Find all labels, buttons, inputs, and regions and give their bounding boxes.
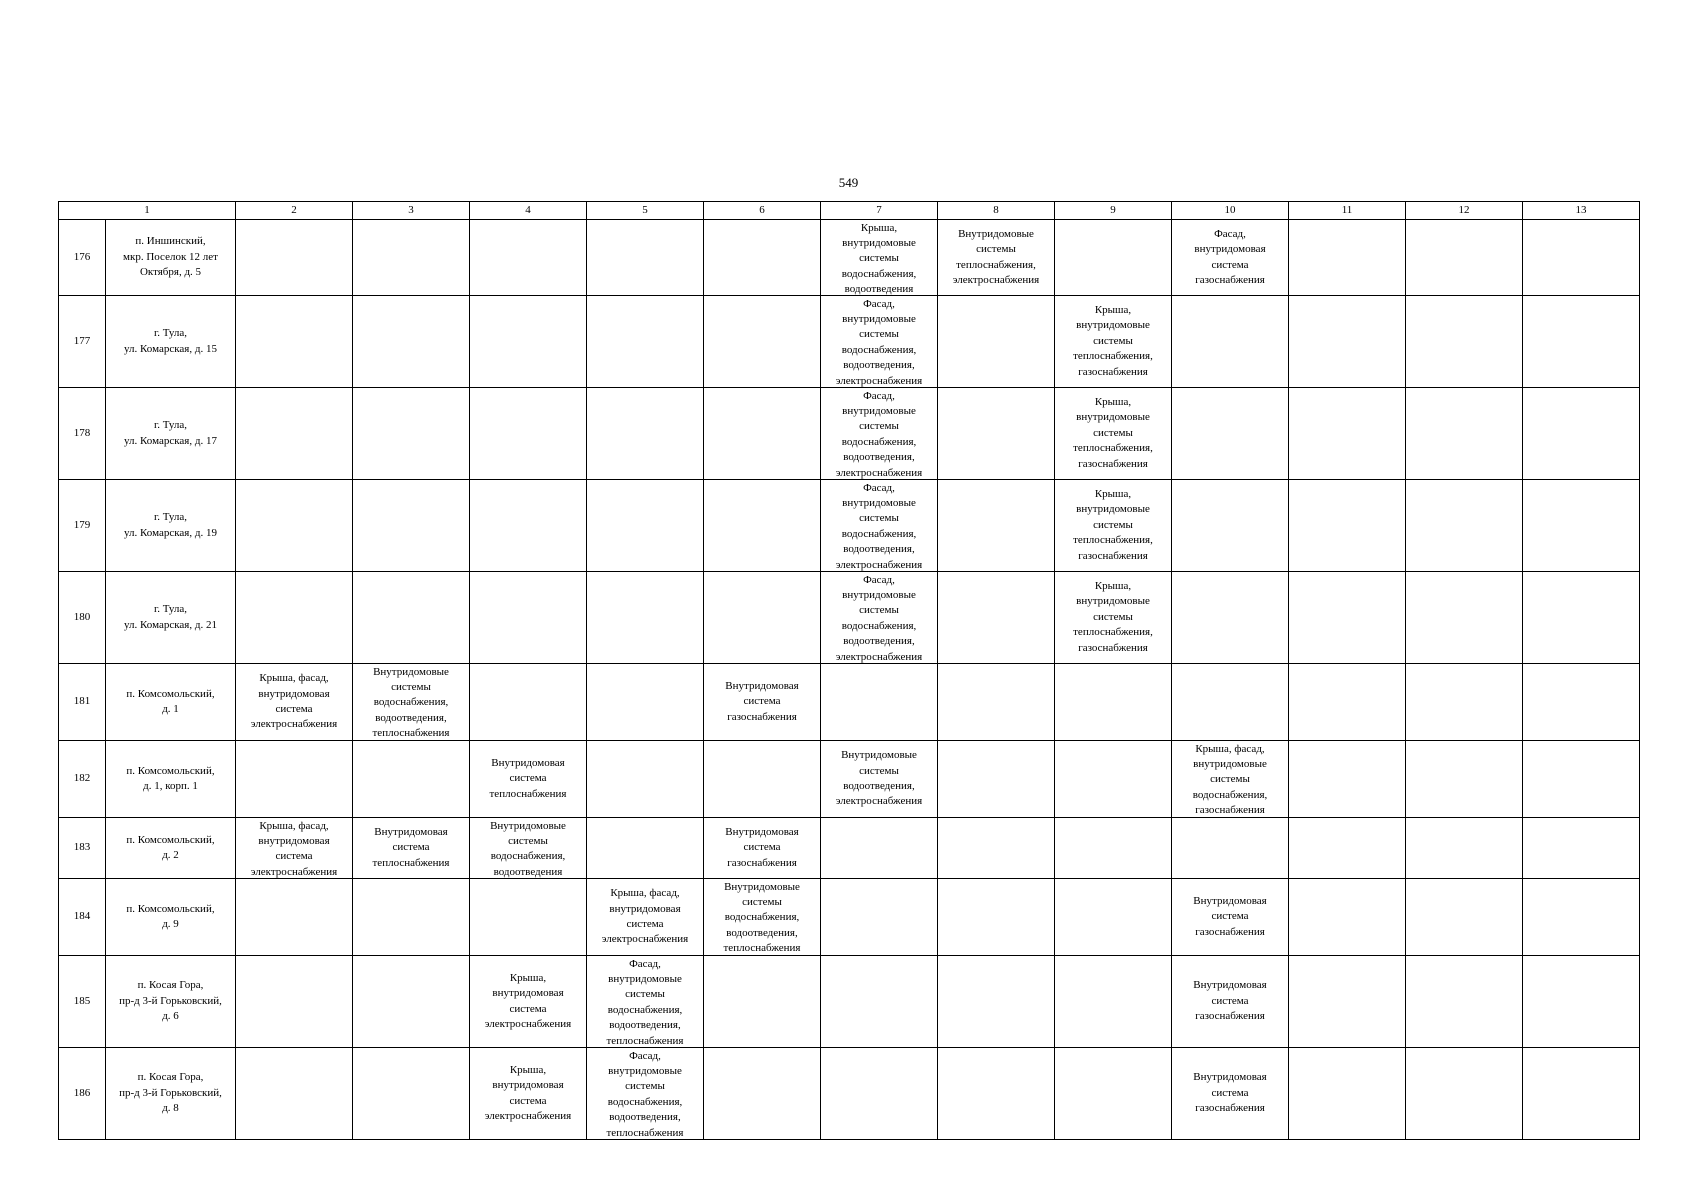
table-row [59, 572, 1640, 664]
work-cell-col-12 [1406, 741, 1523, 818]
work-cell-col-10 [1172, 220, 1289, 296]
work-cell-col-3 [353, 1048, 470, 1140]
address-cell [106, 741, 236, 818]
work-cell-col-4 [470, 296, 587, 388]
work-cell-col-8 [938, 818, 1055, 879]
work-cell-col-4 [470, 480, 587, 572]
address-text: г. Тула, ул. Комарская, д. 21 [124, 603, 217, 631]
work-description: Внутридомовые системы водоотведения, электроснабжения [835, 749, 923, 808]
work-description: Фасад, внутридомовые системы водоснабжения, водоотведения, электроснабжения [835, 481, 923, 571]
work-description: Крыша, внутридомовые системы водоснабжения, водоотведения [841, 221, 917, 295]
work-cell-col-13 [1523, 388, 1640, 480]
work-cell-col-8 [938, 572, 1055, 664]
work-description: Внутридомовые системы водоснабжения, водоотведения, теплоснабжения [372, 665, 450, 740]
address-cell [106, 480, 236, 572]
work-cell-col-4 [470, 664, 587, 741]
column-header-13: 13 [1523, 202, 1640, 220]
work-cell-col-5 [587, 388, 704, 480]
work-cell-col-11 [1289, 480, 1406, 572]
work-cell-col-7 [821, 664, 938, 741]
work-cell-col-4 [470, 879, 587, 956]
work-cell-col-5 [587, 664, 704, 741]
work-cell-col-9 [1055, 664, 1172, 741]
work-cell-col-11 [1289, 1048, 1406, 1140]
work-cell-col-9 [1055, 220, 1172, 296]
address-text: п. Комсомольский, д. 2 [126, 833, 215, 861]
work-cell-col-6 [704, 818, 821, 879]
work-cell-col-2 [236, 480, 353, 572]
work-cell-col-6 [704, 296, 821, 388]
work-cell-col-2 [236, 956, 353, 1048]
work-cell-col-12 [1406, 388, 1523, 480]
work-cell-col-6 [704, 220, 821, 296]
work-description: Внутридомовые системы водоснабжения, водоотведения, теплоснабжения [723, 880, 801, 955]
table-row [59, 1048, 1640, 1140]
work-cell-col-3 [353, 388, 470, 480]
work-cell-col-12 [1406, 572, 1523, 664]
work-cell-col-8 [938, 879, 1055, 956]
work-cell-col-3 [353, 480, 470, 572]
work-cell-col-11 [1289, 388, 1406, 480]
work-cell-col-8 [938, 664, 1055, 741]
work-cell-col-12 [1406, 480, 1523, 572]
work-cell-col-10 [1172, 818, 1289, 879]
work-cell-col-7 [821, 388, 938, 480]
work-cell-col-8 [938, 741, 1055, 818]
row-number-cell: 177 [59, 296, 106, 388]
work-cell-col-13 [1523, 1048, 1640, 1140]
work-cell-col-5 [587, 296, 704, 388]
address-cell [106, 664, 236, 741]
work-cell-col-10 [1172, 572, 1289, 664]
work-cell-col-4 [470, 388, 587, 480]
work-cell-col-2 [236, 741, 353, 818]
work-cell-col-12 [1406, 818, 1523, 879]
work-cell-col-3 [353, 220, 470, 296]
column-header-2: 2 [236, 202, 353, 220]
work-cell-col-2 [236, 879, 353, 956]
work-cell-col-9 [1055, 741, 1172, 818]
work-cell-col-8 [938, 956, 1055, 1048]
work-cell-col-9 [1055, 572, 1172, 664]
work-description: Крыша, внутридомовые системы теплоснабжения, газоснабжения [1073, 487, 1153, 562]
work-cell-col-9 [1055, 956, 1172, 1048]
row-number-cell: 178 [59, 388, 106, 480]
work-cell-col-5 [587, 220, 704, 296]
work-cell-col-6 [704, 1048, 821, 1140]
work-cell-col-5 [587, 741, 704, 818]
work-cell-col-4 [470, 220, 587, 296]
work-cell-col-11 [1289, 296, 1406, 388]
work-cell-col-4 [470, 956, 587, 1048]
work-cell-col-12 [1406, 879, 1523, 956]
work-cell-col-7 [821, 220, 938, 296]
column-header-9: 9 [1055, 202, 1172, 220]
address-cell [106, 220, 236, 296]
work-cell-col-10 [1172, 296, 1289, 388]
work-description: Внутридомовая система газоснабжения [725, 825, 799, 869]
work-cell-col-2 [236, 1048, 353, 1140]
table-row [59, 480, 1640, 572]
work-cell-col-2 [236, 664, 353, 741]
work-description: Крыша, внутридомовые системы теплоснабжения, газоснабжения [1073, 395, 1153, 470]
table-row [59, 741, 1640, 818]
table-row [59, 664, 1640, 741]
table-row [59, 220, 1640, 296]
row-number-cell: 176 [59, 220, 106, 296]
row-number-cell: 182 [59, 741, 106, 818]
work-description: Фасад, внутридомовая система газоснабжения [1194, 227, 1266, 286]
work-cell-col-3 [353, 664, 470, 741]
work-cell-col-5 [587, 1048, 704, 1140]
table-row [59, 296, 1640, 388]
work-cell-col-3 [353, 879, 470, 956]
work-cell-col-13 [1523, 296, 1640, 388]
column-header-6: 6 [704, 202, 821, 220]
work-cell-col-10 [1172, 956, 1289, 1048]
address-text: п. Комсомольский, д. 1 [126, 687, 215, 715]
row-number-cell: 180 [59, 572, 106, 664]
work-cell-col-10 [1172, 879, 1289, 956]
work-cell-col-13 [1523, 480, 1640, 572]
work-cell-col-7 [821, 572, 938, 664]
work-cell-col-7 [821, 956, 938, 1048]
work-cell-col-8 [938, 1048, 1055, 1140]
work-cell-col-10 [1172, 1048, 1289, 1140]
work-description: Фасад, внутридомовые системы водоснабжения, водоотведения, электроснабжения [835, 389, 923, 479]
work-cell-col-6 [704, 956, 821, 1048]
work-cell-col-6 [704, 664, 821, 741]
work-cell-col-11 [1289, 220, 1406, 296]
work-cell-col-8 [938, 296, 1055, 388]
row-number-cell: 186 [59, 1048, 106, 1140]
address-text: п. Иншинский, мкр. Поселок 12 лет Октября, д. 5 [123, 235, 218, 279]
work-cell-col-10 [1172, 664, 1289, 741]
work-cell-col-9 [1055, 818, 1172, 879]
address-text: п. Комсомольский, д. 9 [126, 902, 215, 930]
work-cell-col-13 [1523, 664, 1640, 741]
work-description: Внутридомовая система газоснабжения [1193, 979, 1267, 1023]
work-cell-col-2 [236, 388, 353, 480]
address-cell [106, 572, 236, 664]
work-description: Крыша, внутридомовая система электроснабжения [484, 971, 572, 1030]
table-row [59, 879, 1640, 956]
work-cell-col-3 [353, 296, 470, 388]
work-cell-col-13 [1523, 572, 1640, 664]
address-text: п. Косая Гора, пр-д 3-й Горьковский, д. 8 [119, 1071, 222, 1115]
work-description: Крыша, внутридомовая система электроснабжения [484, 1063, 572, 1122]
table-row [59, 818, 1640, 879]
work-cell-col-7 [821, 1048, 938, 1140]
work-cell-col-12 [1406, 1048, 1523, 1140]
address-cell [106, 879, 236, 956]
work-description: Фасад, внутридомовые системы водоснабжения, водоотведения, теплоснабжения [606, 957, 684, 1047]
work-cell-col-9 [1055, 388, 1172, 480]
work-description: Крыша, фасад, внутридомовые системы водоснабжения, газоснабжения [1192, 742, 1268, 817]
work-description: Крыша, внутридомовые системы теплоснабжения, газоснабжения [1073, 579, 1153, 654]
work-cell-col-5 [587, 818, 704, 879]
work-cell-col-13 [1523, 956, 1640, 1048]
work-description: Внутридомовая система газоснабжения [725, 679, 799, 723]
work-description: Внутридомовая система теплоснабжения [372, 825, 450, 869]
work-cell-col-4 [470, 741, 587, 818]
work-cell-col-7 [821, 296, 938, 388]
work-cell-col-8 [938, 388, 1055, 480]
work-description: Внутридомовая система теплоснабжения [489, 756, 567, 800]
work-cell-col-13 [1523, 741, 1640, 818]
work-cell-col-11 [1289, 664, 1406, 741]
column-header-1: 1 [59, 202, 236, 220]
work-cell-col-5 [587, 956, 704, 1048]
work-cell-col-5 [587, 572, 704, 664]
column-header-11: 11 [1289, 202, 1406, 220]
work-cell-col-13 [1523, 879, 1640, 956]
column-header-8: 8 [938, 202, 1055, 220]
address-text: г. Тула, ул. Комарская, д. 17 [124, 419, 217, 447]
work-description: Крыша, фасад, внутридомовая система электроснабжения [601, 887, 689, 946]
work-cell-col-3 [353, 956, 470, 1048]
page-number: 549 [838, 175, 859, 190]
work-cell-col-2 [236, 220, 353, 296]
row-number-cell: 183 [59, 818, 106, 879]
work-cell-col-11 [1289, 818, 1406, 879]
work-description: Крыша, фасад, внутридомовая система электроснабжения [250, 819, 338, 878]
work-cell-col-3 [353, 572, 470, 664]
work-cell-col-12 [1406, 664, 1523, 741]
work-cell-col-7 [821, 879, 938, 956]
work-cell-col-8 [938, 220, 1055, 296]
work-cell-col-5 [587, 480, 704, 572]
table-row [59, 956, 1640, 1048]
address-text: п. Косая Гора, пр-д 3-й Горьковский, д. 6 [119, 979, 222, 1023]
column-header-10: 10 [1172, 202, 1289, 220]
column-number-header-row [59, 202, 1640, 220]
repair-schedule-table [58, 201, 1640, 1140]
work-cell-col-11 [1289, 956, 1406, 1048]
column-header-4: 4 [470, 202, 587, 220]
work-cell-col-5 [587, 879, 704, 956]
work-cell-col-11 [1289, 741, 1406, 818]
work-description: Фасад, внутридомовые системы водоснабжения, водоотведения, электроснабжения [835, 297, 923, 387]
table-row [59, 388, 1640, 480]
work-cell-col-11 [1289, 572, 1406, 664]
row-number-cell: 181 [59, 664, 106, 741]
address-text: п. Комсомольский, д. 1, корп. 1 [126, 764, 215, 792]
work-cell-col-3 [353, 818, 470, 879]
work-description: Внутридомовая система газоснабжения [1193, 1071, 1267, 1115]
work-cell-col-7 [821, 480, 938, 572]
column-header-7: 7 [821, 202, 938, 220]
work-cell-col-12 [1406, 296, 1523, 388]
work-cell-col-2 [236, 296, 353, 388]
address-cell [106, 296, 236, 388]
work-cell-col-13 [1523, 818, 1640, 879]
work-cell-col-6 [704, 388, 821, 480]
work-cell-col-6 [704, 480, 821, 572]
address-cell [106, 956, 236, 1048]
column-header-12: 12 [1406, 202, 1523, 220]
work-cell-col-9 [1055, 296, 1172, 388]
work-cell-col-6 [704, 572, 821, 664]
work-cell-col-4 [470, 1048, 587, 1140]
row-number-cell: 184 [59, 879, 106, 956]
address-cell [106, 1048, 236, 1140]
work-cell-col-4 [470, 818, 587, 879]
work-cell-col-10 [1172, 741, 1289, 818]
address-cell [106, 388, 236, 480]
work-cell-col-9 [1055, 879, 1172, 956]
column-header-5: 5 [587, 202, 704, 220]
work-description: Крыша, фасад, внутридомовая система электроснабжения [250, 672, 338, 731]
row-number-cell: 179 [59, 480, 106, 572]
work-cell-col-11 [1289, 879, 1406, 956]
work-cell-col-6 [704, 879, 821, 956]
work-cell-col-7 [821, 741, 938, 818]
work-description: Фасад, внутридомовые системы водоснабжения, водоотведения, теплоснабжения [606, 1049, 684, 1139]
table-body [59, 220, 1640, 1140]
work-cell-col-12 [1406, 956, 1523, 1048]
work-cell-col-9 [1055, 480, 1172, 572]
address-text: г. Тула, ул. Комарская, д. 15 [124, 327, 217, 355]
work-description: Внутридомовая система газоснабжения [1193, 894, 1267, 938]
work-cell-col-9 [1055, 1048, 1172, 1140]
work-cell-col-3 [353, 741, 470, 818]
work-description: Фасад, внутридомовые системы водоснабжения, водоотведения, электроснабжения [835, 573, 923, 663]
work-cell-col-4 [470, 572, 587, 664]
address-text: г. Тула, ул. Комарская, д. 19 [124, 511, 217, 539]
column-header-3: 3 [353, 202, 470, 220]
address-cell [106, 818, 236, 879]
work-cell-col-8 [938, 480, 1055, 572]
row-number-cell: 185 [59, 956, 106, 1048]
work-cell-col-10 [1172, 388, 1289, 480]
work-cell-col-10 [1172, 480, 1289, 572]
work-cell-col-13 [1523, 220, 1640, 296]
work-cell-col-2 [236, 818, 353, 879]
work-description: Крыша, внутридомовые системы теплоснабжения, газоснабжения [1073, 303, 1153, 378]
work-cell-col-12 [1406, 220, 1523, 296]
work-cell-col-6 [704, 741, 821, 818]
work-cell-col-7 [821, 818, 938, 879]
work-description: Внутридомовые системы теплоснабжения, электроснабжения [952, 227, 1040, 286]
work-description: Внутридомовые системы водоснабжения, водоотведения [490, 819, 566, 878]
work-cell-col-2 [236, 572, 353, 664]
